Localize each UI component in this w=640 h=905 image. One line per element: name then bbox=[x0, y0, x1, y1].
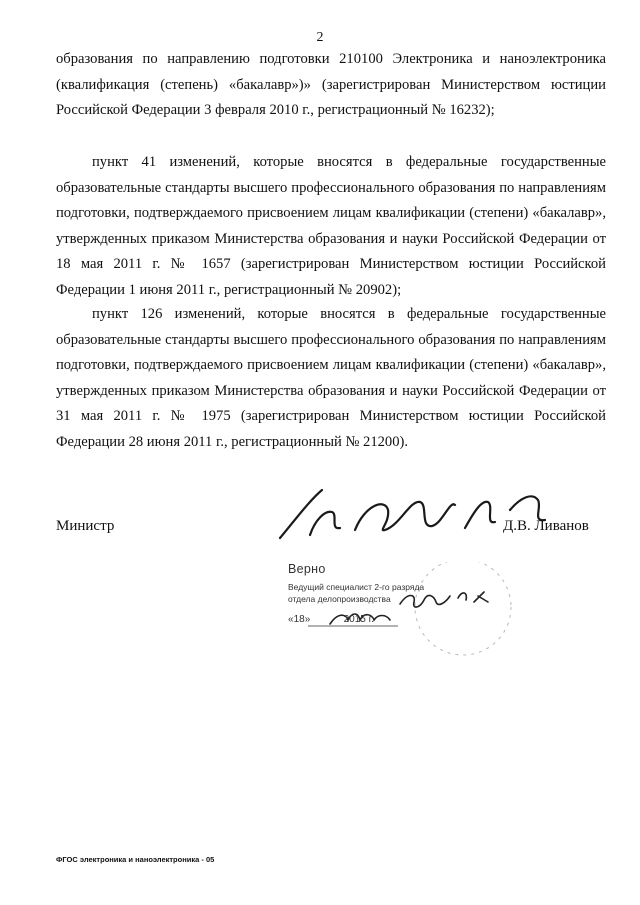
stamp-date-suffix: г. bbox=[368, 614, 374, 625]
paragraph-3: пункт 126 изменений, которые вносятся в федеральные государственные образовательные стандарты высшего профессионального образования по направлениям подготовки, подтверждаемого присвоением лицам квалификации (степени) «бакалавр», утвержденных приказом Министерства образования и науки Российской Федерации от 31 мая 2011 г. № 1975 (зарегистрирован Министерством юстиции Российской Федерации 28 июня 2011 г., регистрационный № 21200). bbox=[56, 306, 606, 450]
signatory-name: Д.В. Ливанов bbox=[503, 518, 589, 534]
stamp-date-day: 18 bbox=[293, 614, 305, 625]
signature-image bbox=[270, 480, 570, 550]
page-number: 2 bbox=[316, 30, 324, 45]
signatory-title: Министр bbox=[56, 518, 115, 534]
stamp-department: отдела делопроизводства bbox=[288, 594, 391, 604]
certification-stamp bbox=[288, 562, 548, 672]
paragraph-1: образования по направлению подготовки 210100 Электроника и наноэлектроника (квалификация (степень) «бакалавр»)» (зарегистрирован Министерством юстиции Российской Федерации 3 февраля 2010 г., регистрационный № 16232); bbox=[56, 51, 606, 118]
stamp-date-year-suffix: 15 bbox=[354, 614, 366, 625]
stamp-position: Ведущий специалист 2-го разряда bbox=[288, 582, 425, 592]
paragraph-2: пункт 41 изменений, которые вносятся в федеральные государственные образовательные стандарты высшего профессионального образования по направлениям подготовки, подтверждаемого присвоением лицам квалификации (степени) «бакалавр», утвержденных приказом Министерства образования и науки Российской Федерации от 18 мая 2011 г. № 1657 (зарегистрирован Министерством юстиции Российской Федерации 1 июня 2011 г., регистрационный № 20902); bbox=[56, 154, 606, 298]
footer-code: ФГОС электроника и наноэлектроника - 05 bbox=[56, 855, 215, 864]
stamp-title: Верно bbox=[288, 562, 326, 576]
stamp-date-year-prefix: 20 bbox=[343, 614, 355, 625]
stamp-date: «18» 2015 г. bbox=[288, 614, 374, 625]
